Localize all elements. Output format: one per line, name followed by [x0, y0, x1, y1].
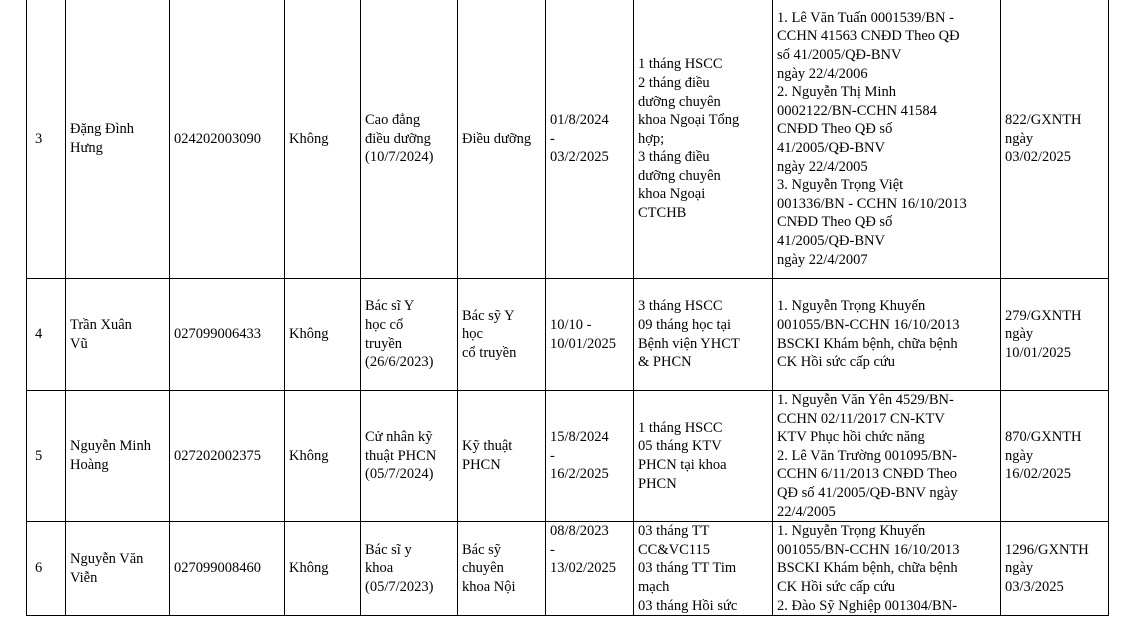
person-name: Đặng Đình Hưng	[66, 0, 170, 279]
supervisor-cell: 1. Nguyễn Trọng Khuyến 001055/BN-CCHN 16/10/2013 BSCKI Khám bệnh, chữa bệnh CK Hồi sức cấp cứu 2. Đào Sỹ Nghiệp 001304/BN-	[773, 522, 1001, 616]
decision-cell: 870/GXNTH ngày 16/02/2025	[1001, 391, 1109, 522]
supervisor-cell: 1. Nguyễn Trọng Khuyến 001055/BN-CCHN 16/10/2013 BSCKI Khám bệnh, chữa bệnh CK Hồi sức cấp cứu	[773, 279, 1001, 391]
decision-cell: 1296/GXNTH ngày 03/3/2025	[1001, 522, 1109, 616]
supervisor-cell: 1. Nguyễn Văn Yên 4529/BN- CCHN 02/11/2017 CN-KTV KTV Phục hồi chức năng 2. Lê Văn Trường 001095/BN- CCHN 6/11/2013 CNĐD Theo QĐ số 41/2005/QĐ-BNV ngày 22/4/2005	[773, 391, 1001, 522]
specialty-cell: Kỹ thuật PHCN	[458, 391, 546, 522]
table-row	[27, 0, 1109, 279]
content-cell: 1 tháng HSCC 2 tháng điều dưỡng chuyên khoa Ngoại Tổng hợp; 3 tháng điều dưỡng chuyên khoa Ngoại CTCHB	[634, 0, 773, 279]
person-name: Nguyễn Văn Viễn	[66, 522, 170, 616]
practice-confirmation-table	[26, 0, 1109, 616]
row-number: 5	[27, 391, 66, 522]
specialty-cell: Điều dưỡng	[458, 0, 546, 279]
degree-cell: Bác sĩ Y học cổ truyền (26/6/2023)	[361, 279, 458, 391]
content-cell: 03 tháng TT CC&VC115 03 tháng TT Tim mạch 03 tháng Hồi sức	[634, 522, 773, 616]
row-number: 6	[27, 522, 66, 616]
person-name: Nguyễn Minh Hoàng	[66, 391, 170, 522]
content-cell: 1 tháng HSCC 05 tháng KTV PHCN tại khoa PHCN	[634, 391, 773, 522]
person-name: Trần Xuân Vũ	[66, 279, 170, 391]
id-number: 024202003090	[170, 0, 285, 279]
table-row	[27, 522, 1109, 616]
supervisor-cell: 1. Lê Văn Tuấn 0001539/BN - CCHN 41563 CNĐD Theo QĐ số 41/2005/QĐ-BNV ngày 22/4/2006 2. Nguyễn Thị Minh 0002122/BN-CCHN 41584 CNĐD Theo QĐ số 41/2005/QĐ-BNV ngày 22/4/2005 3. Nguyễn Trọng Việt 001336/BN - CCHN 16/10/2013 CNĐD Theo QĐ số 41/2005/QĐ-BNV ngày 22/4/2007	[773, 0, 1001, 279]
status-cell: Không	[285, 0, 361, 279]
specialty-cell: Bác sỹ chuyên khoa Nội	[458, 522, 546, 616]
period-cell: 08/8/2023 - 13/02/2025	[546, 522, 634, 616]
table-row	[27, 279, 1109, 391]
table-row	[27, 391, 1109, 522]
degree-cell: Cử nhân kỹ thuật PHCN (05/7/2024)	[361, 391, 458, 522]
content-cell: 3 tháng HSCC 09 tháng học tại Bệnh viện YHCT & PHCN	[634, 279, 773, 391]
degree-cell: Cao đẳng điều dưỡng (10/7/2024)	[361, 0, 458, 279]
period-cell: 15/8/2024 - 16/2/2025	[546, 391, 634, 522]
row-number: 4	[27, 279, 66, 391]
status-cell: Không	[285, 279, 361, 391]
status-cell: Không	[285, 522, 361, 616]
status-cell: Không	[285, 391, 361, 522]
period-cell: 01/8/2024 - 03/2/2025	[546, 0, 634, 279]
id-number: 027099006433	[170, 279, 285, 391]
decision-cell: 822/GXNTH ngày 03/02/2025	[1001, 0, 1109, 279]
id-number: 027099008460	[170, 522, 285, 616]
id-number: 027202002375	[170, 391, 285, 522]
period-cell: 10/10 - 10/01/2025	[546, 279, 634, 391]
decision-cell: 279/GXNTH ngày 10/01/2025	[1001, 279, 1109, 391]
degree-cell: Bác sĩ y khoa (05/7/2023)	[361, 522, 458, 616]
row-number: 3	[27, 0, 66, 279]
specialty-cell: Bác sỹ Y học cổ truyền	[458, 279, 546, 391]
